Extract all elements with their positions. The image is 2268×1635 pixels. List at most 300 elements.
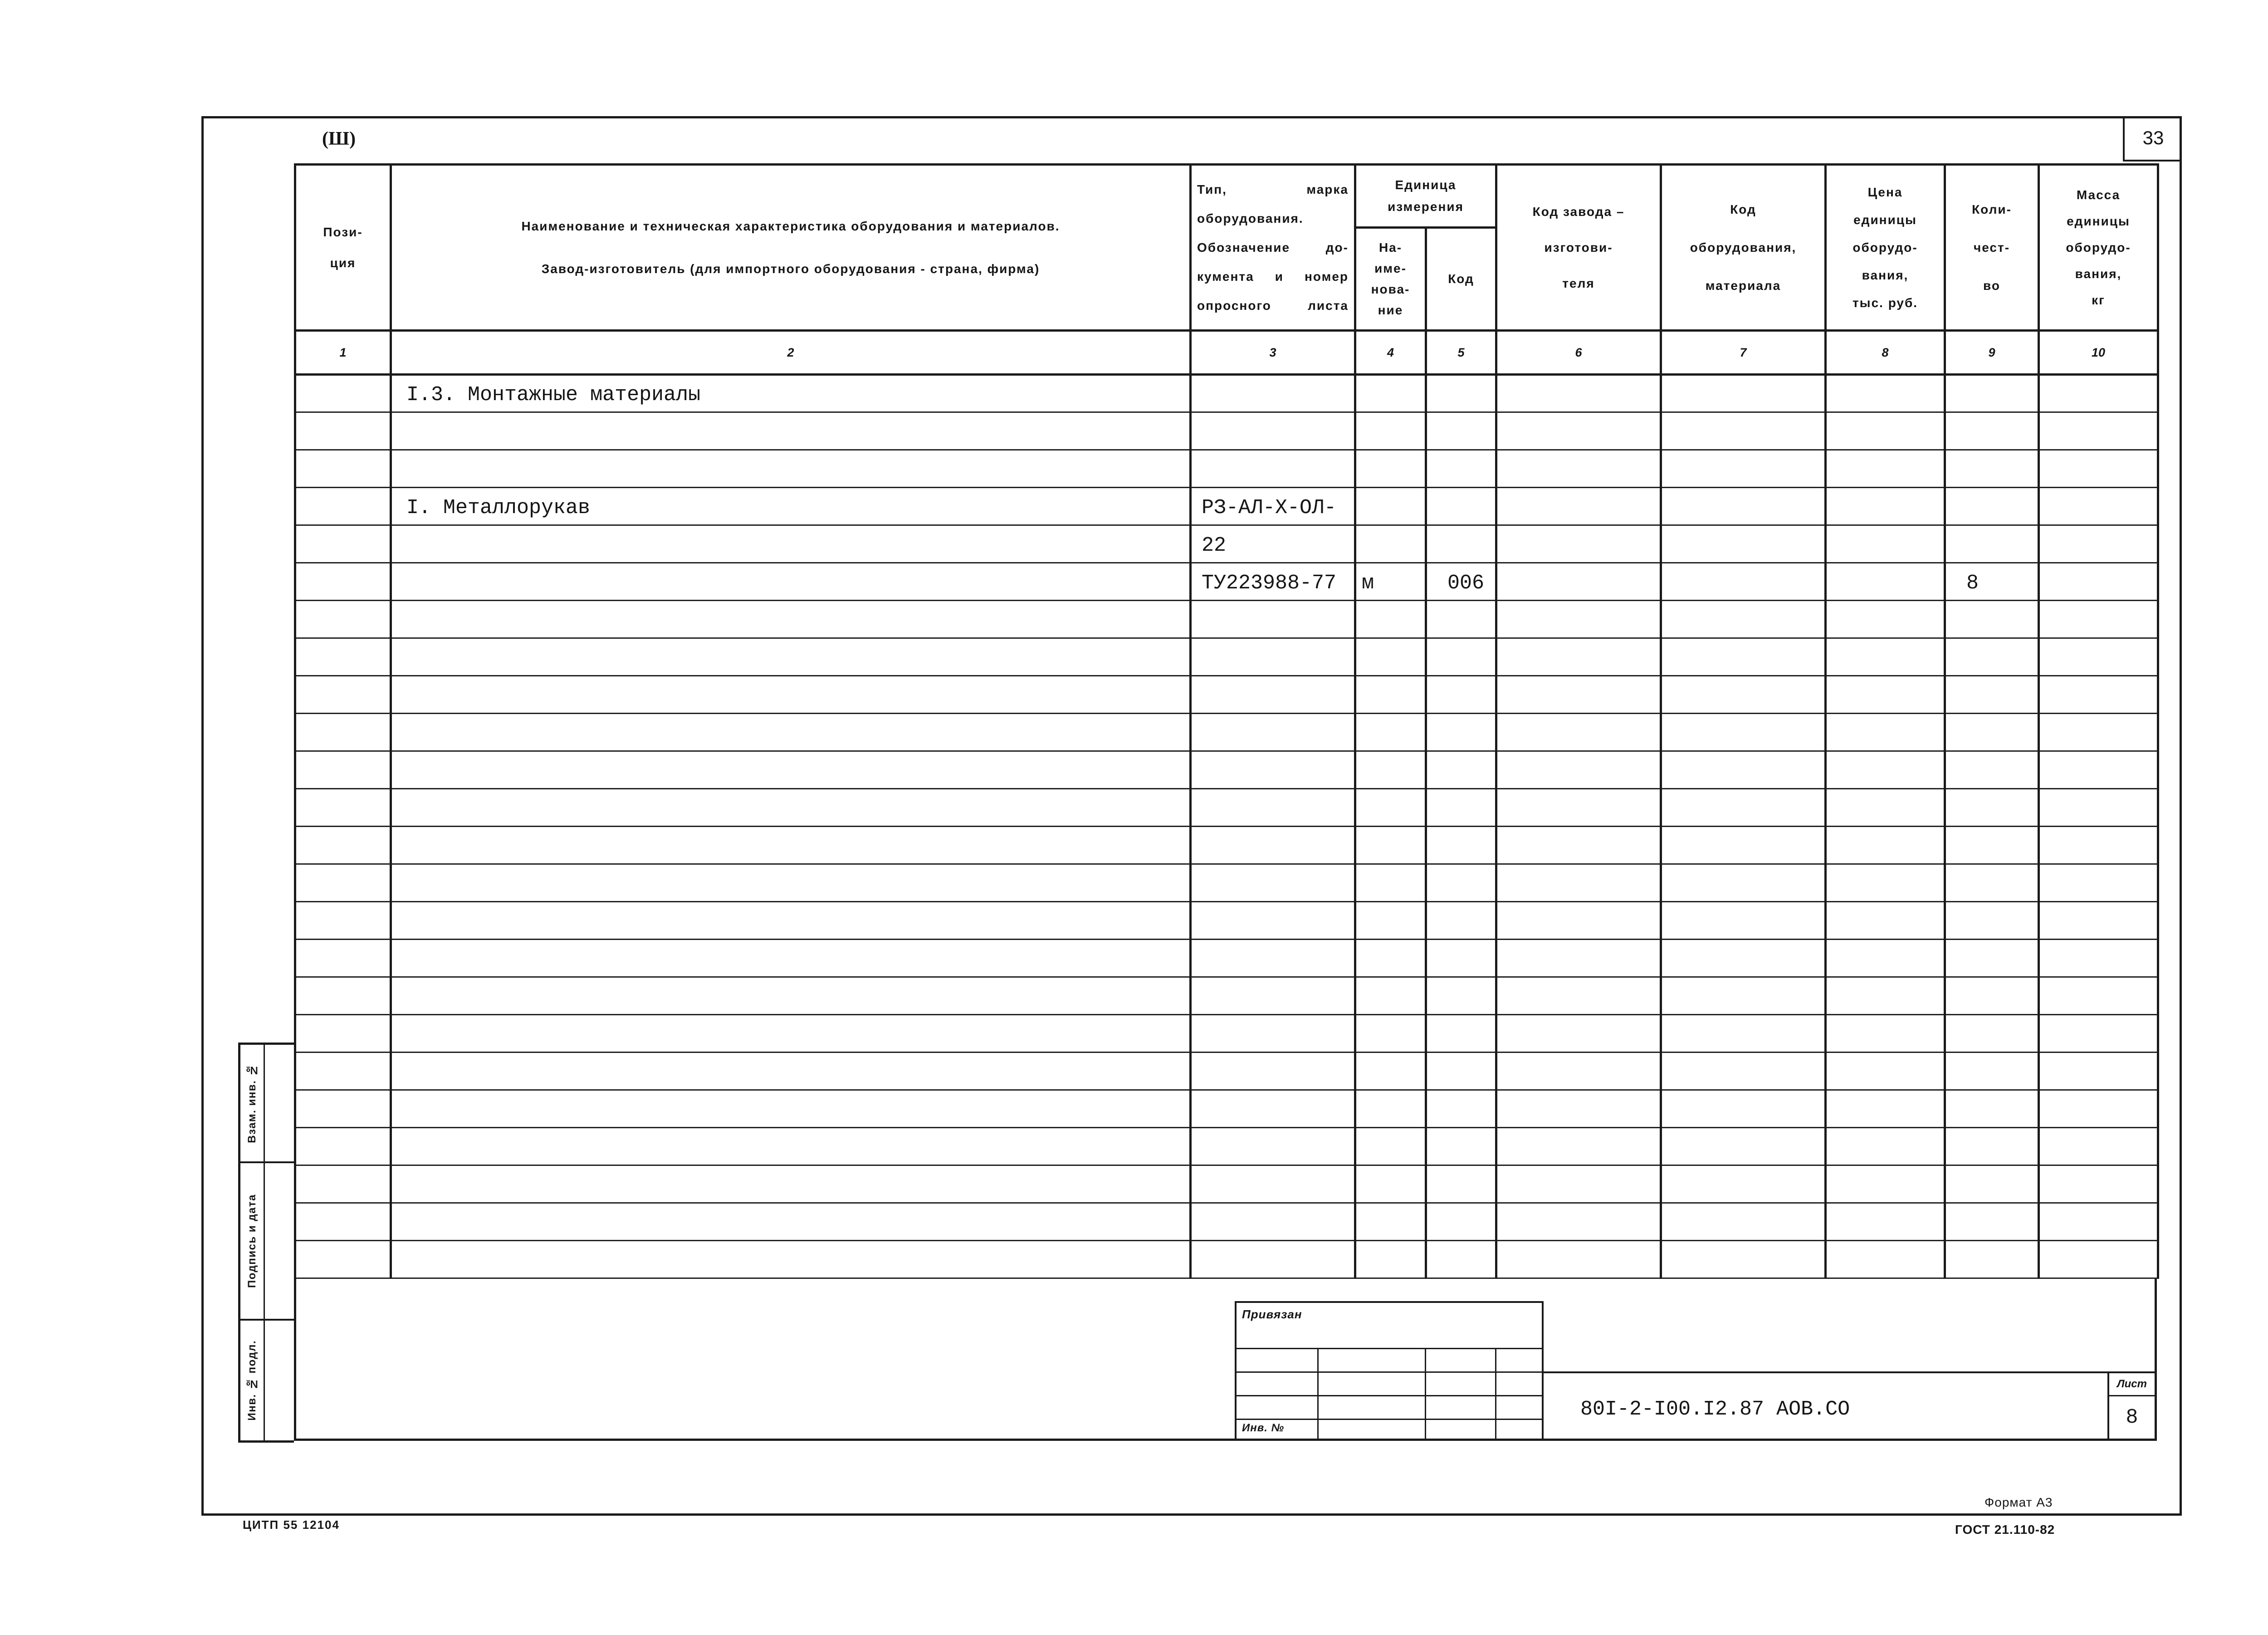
cell-position xyxy=(295,1165,391,1203)
cell-type-mark xyxy=(1191,601,1355,638)
cell-type-mark xyxy=(1191,751,1355,789)
cell-type-mark: ТУ223988-77 xyxy=(1191,563,1355,601)
cell-unit-name xyxy=(1355,601,1426,638)
cell-type-mark xyxy=(1191,1241,1355,1278)
cell-unit-price xyxy=(1826,412,1945,450)
cell-quantity xyxy=(1945,977,2039,1015)
cell-unit-price xyxy=(1826,1052,1945,1090)
column-number: 2 xyxy=(391,331,1191,375)
side-label-cell xyxy=(240,1163,265,1319)
cell-type-mark xyxy=(1191,638,1355,676)
cell-type-mark xyxy=(1191,375,1355,412)
table-row xyxy=(295,977,2158,1015)
cell-quantity xyxy=(1945,676,2039,714)
table-row xyxy=(295,375,2158,412)
cell-unit-code: 006 xyxy=(1426,563,1496,601)
cell-type-mark xyxy=(1191,977,1355,1015)
header-manufacturer-code: Код завода – изготови- теля xyxy=(1496,165,1661,331)
cell-unit-mass xyxy=(2039,563,2158,601)
cell-unit-price xyxy=(1826,638,1945,676)
cell-unit-code xyxy=(1426,412,1496,450)
cell-unit-price xyxy=(1826,563,1945,601)
cell-manufacturer-code xyxy=(1496,1015,1661,1052)
cell-equipment-code xyxy=(1661,751,1826,789)
cell-equipment-code xyxy=(1661,638,1826,676)
cell-manufacturer-code xyxy=(1496,676,1661,714)
cell-unit-price xyxy=(1826,751,1945,789)
cell-name xyxy=(391,601,1191,638)
cell-position xyxy=(295,1241,391,1278)
cell-unit-name xyxy=(1355,1052,1426,1090)
table-row xyxy=(295,601,2158,638)
cell-unit-code xyxy=(1426,902,1496,940)
cell-equipment-code xyxy=(1661,864,1826,902)
cell-quantity xyxy=(1945,1052,2039,1090)
cell-equipment-code xyxy=(1661,1128,1826,1165)
cell-quantity xyxy=(1945,412,2039,450)
cell-manufacturer-code xyxy=(1496,488,1661,525)
cell-unit-name xyxy=(1355,864,1426,902)
cell-name xyxy=(391,902,1191,940)
table-row xyxy=(295,450,2158,488)
table-row xyxy=(295,1165,2158,1203)
cell-position xyxy=(295,902,391,940)
cell-quantity xyxy=(1945,1128,2039,1165)
cell-position xyxy=(295,789,391,827)
cell-type-mark xyxy=(1191,827,1355,864)
cell-unit-price xyxy=(1826,1241,1945,1278)
column-number: 6 xyxy=(1496,331,1661,375)
table-row xyxy=(295,638,2158,676)
cell-position xyxy=(295,864,391,902)
cell-unit-code xyxy=(1426,827,1496,864)
cell-quantity xyxy=(1945,714,2039,751)
format-label: Формат А3 xyxy=(1984,1495,2053,1509)
cell-equipment-code xyxy=(1661,375,1826,412)
cell-position xyxy=(295,488,391,525)
cell-unit-name xyxy=(1355,714,1426,751)
cell-position xyxy=(295,1052,391,1090)
cell-unit-name xyxy=(1355,676,1426,714)
cell-unit-mass xyxy=(2039,412,2158,450)
cell-unit-name xyxy=(1355,902,1426,940)
cell-equipment-code xyxy=(1661,1241,1826,1278)
cell-manufacturer-code xyxy=(1496,1090,1661,1128)
cell-position xyxy=(295,1203,391,1241)
header-unit-name: На- име- нова- ние xyxy=(1355,228,1426,331)
section-mark: (Ш) xyxy=(322,128,356,149)
cell-manufacturer-code xyxy=(1496,902,1661,940)
table-row xyxy=(295,525,2158,563)
cell-unit-name xyxy=(1355,977,1426,1015)
cell-unit-name xyxy=(1355,940,1426,977)
cell-unit-mass xyxy=(2039,827,2158,864)
column-number: 3 xyxy=(1191,331,1355,375)
cell-unit-mass xyxy=(2039,601,2158,638)
cell-quantity xyxy=(1945,940,2039,977)
cell-name xyxy=(391,789,1191,827)
cell-manufacturer-code xyxy=(1496,864,1661,902)
cell-manufacturer-code xyxy=(1496,375,1661,412)
cell-type-mark xyxy=(1191,450,1355,488)
cell-unit-name xyxy=(1355,488,1426,525)
cell-quantity xyxy=(1945,864,2039,902)
table-row xyxy=(295,563,2158,601)
header-equipment-code: Код оборудования, материала xyxy=(1661,165,1826,331)
cell-position xyxy=(295,751,391,789)
cell-unit-mass xyxy=(2039,525,2158,563)
cell-name xyxy=(391,751,1191,789)
table-header xyxy=(295,165,2158,375)
cell-quantity xyxy=(1945,601,2039,638)
cell-quantity xyxy=(1945,902,2039,940)
cell-unit-mass xyxy=(2039,1203,2158,1241)
cell-type-mark xyxy=(1191,1052,1355,1090)
cell-quantity xyxy=(1945,488,2039,525)
cell-unit-price xyxy=(1826,375,1945,412)
cell-type-mark xyxy=(1191,1165,1355,1203)
cell-unit-mass xyxy=(2039,1015,2158,1052)
side-section-signature xyxy=(240,1161,294,1319)
cell-unit-name xyxy=(1355,412,1426,450)
cell-unit-price xyxy=(1826,977,1945,1015)
cell-equipment-code xyxy=(1661,676,1826,714)
cell-position xyxy=(295,1128,391,1165)
cell-unit-name xyxy=(1355,1241,1426,1278)
cell-unit-name xyxy=(1355,789,1426,827)
title-block xyxy=(294,1279,2157,1441)
column-number: 9 xyxy=(1945,331,2039,375)
table-row xyxy=(295,1090,2158,1128)
table-row xyxy=(295,412,2158,450)
side-strip xyxy=(238,1043,294,1443)
cell-unit-price xyxy=(1826,789,1945,827)
cell-unit-name xyxy=(1355,638,1426,676)
cell-manufacturer-code xyxy=(1496,563,1661,601)
cell-manufacturer-code xyxy=(1496,1203,1661,1241)
cell-unit-mass xyxy=(2039,1165,2158,1203)
stamp-divider xyxy=(1317,1348,1319,1439)
cell-equipment-code xyxy=(1661,902,1826,940)
table-row xyxy=(295,789,2158,827)
cell-name xyxy=(391,1128,1191,1165)
column-number: 1 xyxy=(295,331,391,375)
cell-name xyxy=(391,1165,1191,1203)
cell-quantity xyxy=(1945,525,2039,563)
signature-date-label: Подпись и дата xyxy=(245,1194,258,1288)
side-label-cell xyxy=(240,1045,265,1161)
cell-name xyxy=(391,676,1191,714)
cell-name: I. Металлорукав xyxy=(391,488,1191,525)
cell-name xyxy=(391,450,1191,488)
cell-equipment-code xyxy=(1661,1090,1826,1128)
cell-quantity xyxy=(1945,1241,2039,1278)
cell-unit-mass xyxy=(2039,488,2158,525)
table-row xyxy=(295,1052,2158,1090)
cell-unit-code xyxy=(1426,676,1496,714)
cell-unit-code xyxy=(1426,1090,1496,1128)
cell-unit-mass xyxy=(2039,864,2158,902)
cell-equipment-code xyxy=(1661,601,1826,638)
cell-unit-name xyxy=(1355,1203,1426,1241)
cell-unit-name xyxy=(1355,1090,1426,1128)
cell-position xyxy=(295,563,391,601)
print-code: ЦИТП 55 12104 xyxy=(243,1518,340,1532)
stamp-divider xyxy=(1425,1348,1426,1439)
table-row xyxy=(295,1015,2158,1052)
cell-quantity xyxy=(1945,789,2039,827)
sheet-label: Лист xyxy=(2117,1378,2147,1390)
cell-unit-price xyxy=(1826,1128,1945,1165)
title-divider xyxy=(1544,1371,2155,1373)
cell-unit-name xyxy=(1355,450,1426,488)
table-row xyxy=(295,488,2158,525)
cell-unit-name xyxy=(1355,751,1426,789)
header-row xyxy=(295,165,2158,228)
cell-type-mark xyxy=(1191,940,1355,977)
cell-unit-mass xyxy=(2039,1090,2158,1128)
cell-unit-code xyxy=(1426,1052,1496,1090)
original-inv-label: Инв. № подл. xyxy=(245,1340,258,1421)
cell-name xyxy=(391,940,1191,977)
cell-manufacturer-code xyxy=(1496,601,1661,638)
specification-table xyxy=(294,163,2159,1279)
cell-unit-code xyxy=(1426,1015,1496,1052)
stamp-divider xyxy=(1495,1348,1496,1439)
cell-name xyxy=(391,827,1191,864)
cell-unit-mass xyxy=(2039,1241,2158,1278)
column-number: 4 xyxy=(1355,331,1426,375)
cell-position xyxy=(295,450,391,488)
cell-unit-name xyxy=(1355,525,1426,563)
inventory-label: Инв. № xyxy=(1242,1422,1285,1434)
cell-unit-code xyxy=(1426,714,1496,751)
table-row xyxy=(295,1128,2158,1165)
header-unit-price: Цена единицы оборудо- вания, тыс. руб. xyxy=(1826,165,1945,331)
cell-name xyxy=(391,1203,1191,1241)
table-row xyxy=(295,676,2158,714)
side-label-cell xyxy=(240,1321,265,1440)
column-number: 10 xyxy=(2039,331,2158,375)
cell-quantity xyxy=(1945,1203,2039,1241)
cell-equipment-code xyxy=(1661,977,1826,1015)
cell-equipment-code xyxy=(1661,525,1826,563)
cell-unit-code xyxy=(1426,1165,1496,1203)
cell-type-mark xyxy=(1191,864,1355,902)
cell-unit-price xyxy=(1826,1203,1945,1241)
cell-unit-code xyxy=(1426,1203,1496,1241)
cell-manufacturer-code xyxy=(1496,525,1661,563)
cell-quantity xyxy=(1945,638,2039,676)
cell-unit-price xyxy=(1826,1090,1945,1128)
specification-sheet xyxy=(294,163,2157,1441)
side-section-original-inv xyxy=(240,1319,294,1440)
cell-unit-code xyxy=(1426,751,1496,789)
cell-unit-code xyxy=(1426,1241,1496,1278)
replaced-inv-label: Взам. инв. № xyxy=(245,1063,258,1143)
table-row xyxy=(295,902,2158,940)
cell-manufacturer-code xyxy=(1496,450,1661,488)
cell-unit-mass xyxy=(2039,940,2158,977)
document-designation: 80I-2-I00.I2.87 АОВ.СО xyxy=(1580,1398,1850,1421)
cell-name xyxy=(391,1241,1191,1278)
cell-unit-name xyxy=(1355,1015,1426,1052)
cell-type-mark xyxy=(1191,1128,1355,1165)
cell-manufacturer-code xyxy=(1496,977,1661,1015)
cell-position xyxy=(295,1090,391,1128)
cell-position xyxy=(295,940,391,977)
page-number: 33 xyxy=(2142,127,2164,148)
header-unit-mass: Масса единицы оборудо- вания, кг xyxy=(2039,165,2158,331)
cell-unit-price xyxy=(1826,450,1945,488)
cell-unit-code xyxy=(1426,450,1496,488)
cell-name xyxy=(391,638,1191,676)
cell-unit-price xyxy=(1826,714,1945,751)
cell-unit-price xyxy=(1826,827,1945,864)
cell-unit-mass xyxy=(2039,638,2158,676)
cell-equipment-code xyxy=(1661,827,1826,864)
cell-quantity xyxy=(1945,1015,2039,1052)
cell-position xyxy=(295,412,391,450)
column-number: 8 xyxy=(1826,331,1945,375)
cell-type-mark xyxy=(1191,714,1355,751)
table-row xyxy=(295,714,2158,751)
cell-type-mark xyxy=(1191,1090,1355,1128)
cell-type-mark xyxy=(1191,1203,1355,1241)
bound-label: Привязан xyxy=(1242,1307,1302,1321)
cell-quantity xyxy=(1945,450,2039,488)
cell-equipment-code xyxy=(1661,450,1826,488)
table-row xyxy=(295,864,2158,902)
cell-quantity: 8 xyxy=(1945,563,2039,601)
table-row xyxy=(295,1241,2158,1278)
cell-unit-mass xyxy=(2039,375,2158,412)
cell-unit-mass xyxy=(2039,977,2158,1015)
cell-unit-price xyxy=(1826,1165,1945,1203)
column-number-row xyxy=(295,331,2158,375)
cell-name xyxy=(391,864,1191,902)
table-row xyxy=(295,827,2158,864)
cell-quantity xyxy=(1945,375,2039,412)
cell-position xyxy=(295,714,391,751)
cell-unit-name xyxy=(1355,1128,1426,1165)
cell-unit-name xyxy=(1355,827,1426,864)
cell-type-mark xyxy=(1191,412,1355,450)
cell-name: I.3. Монтажные материалы xyxy=(391,375,1191,412)
cell-position xyxy=(295,638,391,676)
header-quantity: Коли- чест- во xyxy=(1945,165,2039,331)
cell-position xyxy=(295,1015,391,1052)
header-position: Пози- ция xyxy=(295,165,391,331)
cell-unit-code xyxy=(1426,375,1496,412)
header-unit-group: Единица измерения xyxy=(1355,165,1496,228)
header-unit-code: Код xyxy=(1426,228,1496,331)
cell-name xyxy=(391,412,1191,450)
cell-equipment-code xyxy=(1661,1203,1826,1241)
cell-unit-mass xyxy=(2039,1128,2158,1165)
cell-equipment-code xyxy=(1661,1165,1826,1203)
cell-manufacturer-code xyxy=(1496,714,1661,751)
cell-manufacturer-code xyxy=(1496,638,1661,676)
cell-unit-mass xyxy=(2039,1052,2158,1090)
table-row xyxy=(295,1203,2158,1241)
cell-name xyxy=(391,1090,1191,1128)
cell-unit-code xyxy=(1426,1128,1496,1165)
header-type-mark: Тип, марка оборудования. Обозначение до- кумента и номер опросного листа xyxy=(1191,165,1355,331)
cell-unit-price xyxy=(1826,601,1945,638)
cell-quantity xyxy=(1945,827,2039,864)
cell-equipment-code xyxy=(1661,940,1826,977)
cell-manufacturer-code xyxy=(1496,1241,1661,1278)
cell-type-mark: РЗ-АЛ-Х-ОЛ- xyxy=(1191,488,1355,525)
cell-manufacturer-code xyxy=(1496,940,1661,977)
cell-unit-price xyxy=(1826,940,1945,977)
cell-position xyxy=(295,676,391,714)
cell-manufacturer-code xyxy=(1496,1165,1661,1203)
cell-unit-code xyxy=(1426,789,1496,827)
cell-unit-mass xyxy=(2039,450,2158,488)
cell-equipment-code xyxy=(1661,1015,1826,1052)
cell-equipment-code xyxy=(1661,714,1826,751)
cell-position xyxy=(295,827,391,864)
cell-unit-price xyxy=(1826,1015,1945,1052)
cell-type-mark xyxy=(1191,789,1355,827)
cell-equipment-code xyxy=(1661,789,1826,827)
cell-position xyxy=(295,375,391,412)
standard-label: ГОСТ 21.110-82 xyxy=(1955,1522,2055,1537)
cell-unit-code xyxy=(1426,601,1496,638)
cell-unit-name xyxy=(1355,375,1426,412)
cell-unit-price xyxy=(1826,525,1945,563)
cell-name xyxy=(391,977,1191,1015)
cell-unit-code xyxy=(1426,940,1496,977)
cell-unit-name: м xyxy=(1355,563,1426,601)
table-body xyxy=(295,375,2158,1278)
sheet-number: 8 xyxy=(2126,1406,2138,1429)
column-number: 5 xyxy=(1426,331,1496,375)
cell-position xyxy=(295,601,391,638)
side-section-replaced-inv xyxy=(240,1045,294,1161)
cell-equipment-code xyxy=(1661,412,1826,450)
cell-type-mark xyxy=(1191,902,1355,940)
cell-quantity xyxy=(1945,1090,2039,1128)
cell-manufacturer-code xyxy=(1496,751,1661,789)
cell-name xyxy=(391,525,1191,563)
table-row xyxy=(295,940,2158,977)
cell-unit-mass xyxy=(2039,902,2158,940)
cell-manufacturer-code xyxy=(1496,827,1661,864)
cell-equipment-code xyxy=(1661,1052,1826,1090)
cell-unit-name xyxy=(1355,1165,1426,1203)
cell-unit-code xyxy=(1426,638,1496,676)
cell-name xyxy=(391,714,1191,751)
cell-manufacturer-code xyxy=(1496,412,1661,450)
cell-manufacturer-code xyxy=(1496,1128,1661,1165)
cell-unit-code xyxy=(1426,525,1496,563)
sheet-number-box xyxy=(2107,1371,2155,1439)
cell-type-mark xyxy=(1191,676,1355,714)
cell-unit-price xyxy=(1826,864,1945,902)
cell-unit-mass xyxy=(2039,789,2158,827)
cell-manufacturer-code xyxy=(1496,789,1661,827)
cell-unit-code xyxy=(1426,864,1496,902)
page-number-box xyxy=(2123,116,2182,162)
cell-unit-price xyxy=(1826,902,1945,940)
column-number: 7 xyxy=(1661,331,1826,375)
cell-quantity xyxy=(1945,751,2039,789)
cell-manufacturer-code xyxy=(1496,1052,1661,1090)
cell-equipment-code xyxy=(1661,563,1826,601)
